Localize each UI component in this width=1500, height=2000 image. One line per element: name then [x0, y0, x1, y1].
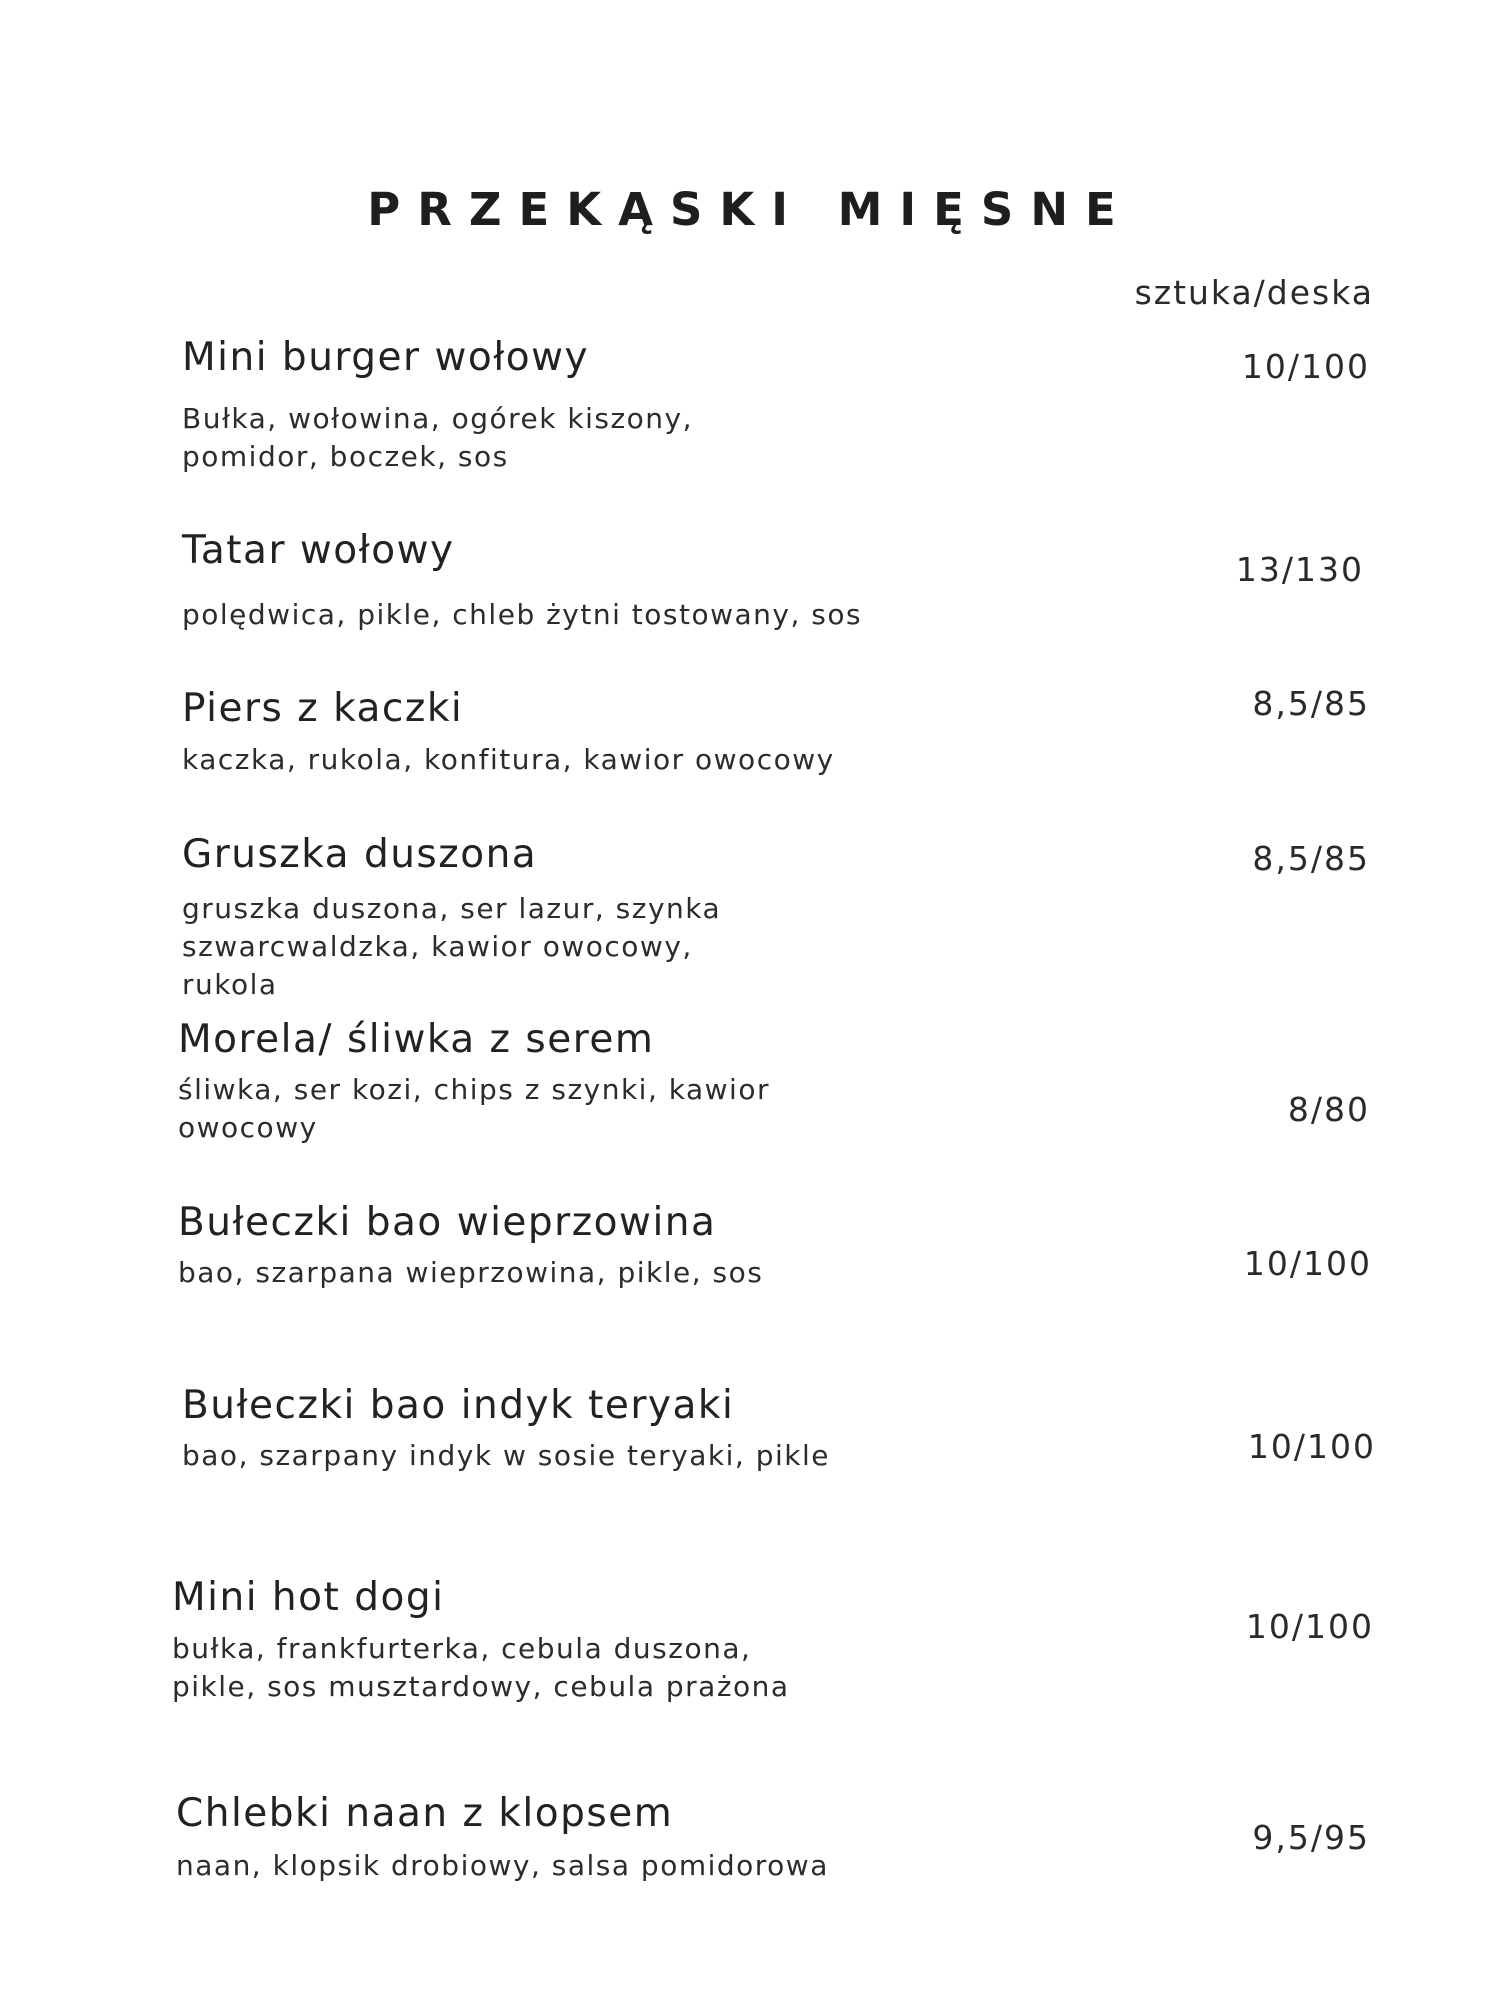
page-title: PRZEKĄSKI MIĘSNE: [367, 183, 1133, 236]
item-description: naan, klopsik drobiowy, salsa pomidorowa: [176, 1849, 829, 1882]
item-description: bao, szarpana wieprzowina, pikle, sos: [178, 1256, 764, 1289]
item-price: 10/100: [1247, 1427, 1376, 1466]
item-description: polędwica, pikle, chleb żytni tostowany, sos: [182, 598, 863, 631]
item-price: 13/130: [1235, 550, 1364, 589]
item-price: 8/80: [1287, 1090, 1370, 1129]
item-price: 9,5/95: [1252, 1818, 1370, 1857]
item-name: Morela/ śliwka z serem: [178, 1017, 655, 1062]
item-name: Mini burger wołowy: [182, 335, 590, 380]
item-description: Bułka, wołowina, ogórek kiszony, pomidor, boczek, sos: [182, 402, 693, 473]
item-description: gruszka duszona, ser lazur, szynka szwarcwaldzka, kawior owocowy, rukola: [182, 892, 722, 1001]
item-name: Piers z kaczki: [182, 686, 464, 731]
item-price: 10/100: [1243, 1244, 1372, 1283]
item-name: Tatar wołowy: [182, 528, 455, 573]
item-description: bao, szarpany indyk w sosie teryaki, pikle: [182, 1439, 830, 1472]
item-price: 10/100: [1245, 1607, 1374, 1646]
item-name: Bułeczki bao indyk teryaki: [182, 1383, 735, 1428]
item-price: 8,5/85: [1252, 684, 1370, 723]
item-name: Bułeczki bao wieprzowina: [178, 1200, 717, 1245]
item-price: 8,5/85: [1252, 839, 1370, 878]
item-description: bułka, frankfurterka, cebula duszona, pikle, sos musztardowy, cebula prażona: [172, 1632, 790, 1703]
item-description: śliwka, ser kozi, chips z szynki, kawior owocowy: [178, 1073, 770, 1144]
price-column-header: sztuka/deska: [1134, 273, 1374, 312]
item-name: Gruszka duszona: [182, 832, 538, 877]
item-description: kaczka, rukola, konfitura, kawior owocowy: [182, 743, 835, 776]
item-name: Mini hot dogi: [172, 1575, 445, 1620]
item-name: Chlebki naan z klopsem: [176, 1791, 674, 1836]
item-price: 10/100: [1241, 347, 1370, 386]
